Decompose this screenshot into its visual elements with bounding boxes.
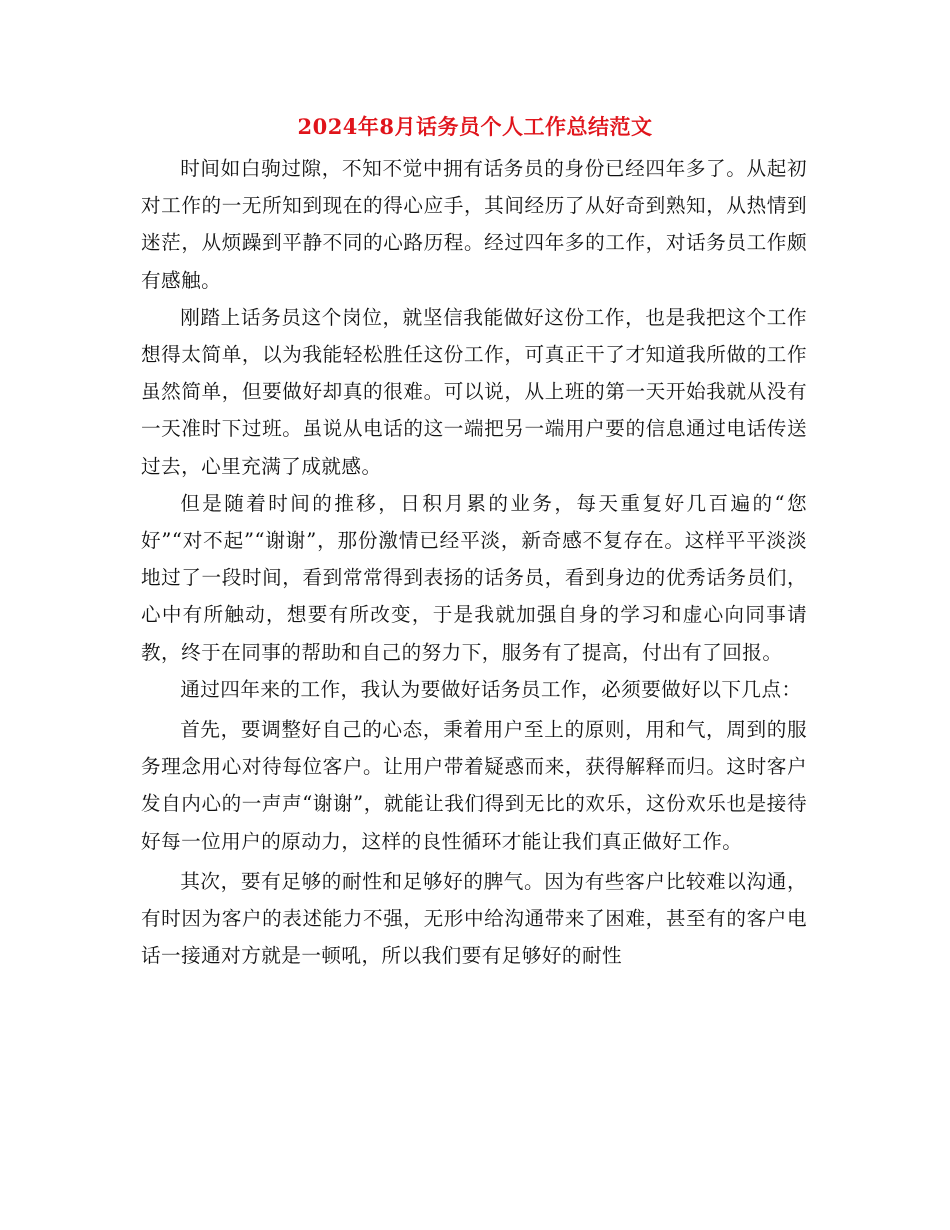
paragraph-point-first: 首先，要调整好自己的心态，秉着用户至上的原则，用和气，周到的服务理念用心对待每位客户。让用户带着疑惑而来，获得解释而归。这时客户发自内心的一声声“谢谢”，就能让我们得到无比的欢乐，这份欢乐也是接待好每一位用户的原动力，这样的良性循环才能让我们真正做好工作。 [141,718,807,853]
paragraph-points-intro: 通过四年来的工作，我认为要做好话务员工作，必须要做好以下几点： [180,677,802,701]
document-title: 2024年8月话务员个人工作总结范文 [297,114,653,139]
paragraph-intro: 时间如白驹过隙，不知不觉中拥有话务员的身份已经四年多了。从起初对工作的一无所知到现在的得心应手，其间经历了从好奇到熟知，从热情到迷茫，从烦躁到平静不同的心路历程。经过四年多的工作，对话务员工作颇有感触。 [141,157,807,292]
paragraph-routine: 但是随着时间的推移，日积月累的业务，每天重复好几百遍的“您好”“对不起”“谢谢”，那份激情已经平淡，新奇感不复存在。这样平平淡淡地过了一段时间，看到常常得到表扬的话务员，看到身边的优秀话务员们，心中有所触动，想要有所改变，于是我就加强自身的学习和虚心向同事请教，终于在同事的帮助和自己的努力下，服务有了提高，付出有了回报。 [141,491,807,664]
document-body [141,150,807,974]
paragraph-point-second: 其次，要有足够的耐性和足够好的脾气。因为有些客户比较难以沟通，有时因为客户的表述能力不强，无形中给沟通带来了困难，甚至有的客户电话一接通对方就是一顿吼，所以我们要有足够好的耐性 [141,869,807,968]
paragraph-first-job: 刚踏上话务员这个岗位，就坚信我能做好这份工作，也是我把这个工作想得太简单，以为我能轻松胜任这份工作，可真正干了才知道我所做的工作虽然简单，但要做好却真的很难。可以说，从上班的第一天开始我就从没有一天准时下过班。虽说从电话的这一端把另一端用户要的信息通过电话传送过去，心里充满了成就感。 [141,305,807,478]
